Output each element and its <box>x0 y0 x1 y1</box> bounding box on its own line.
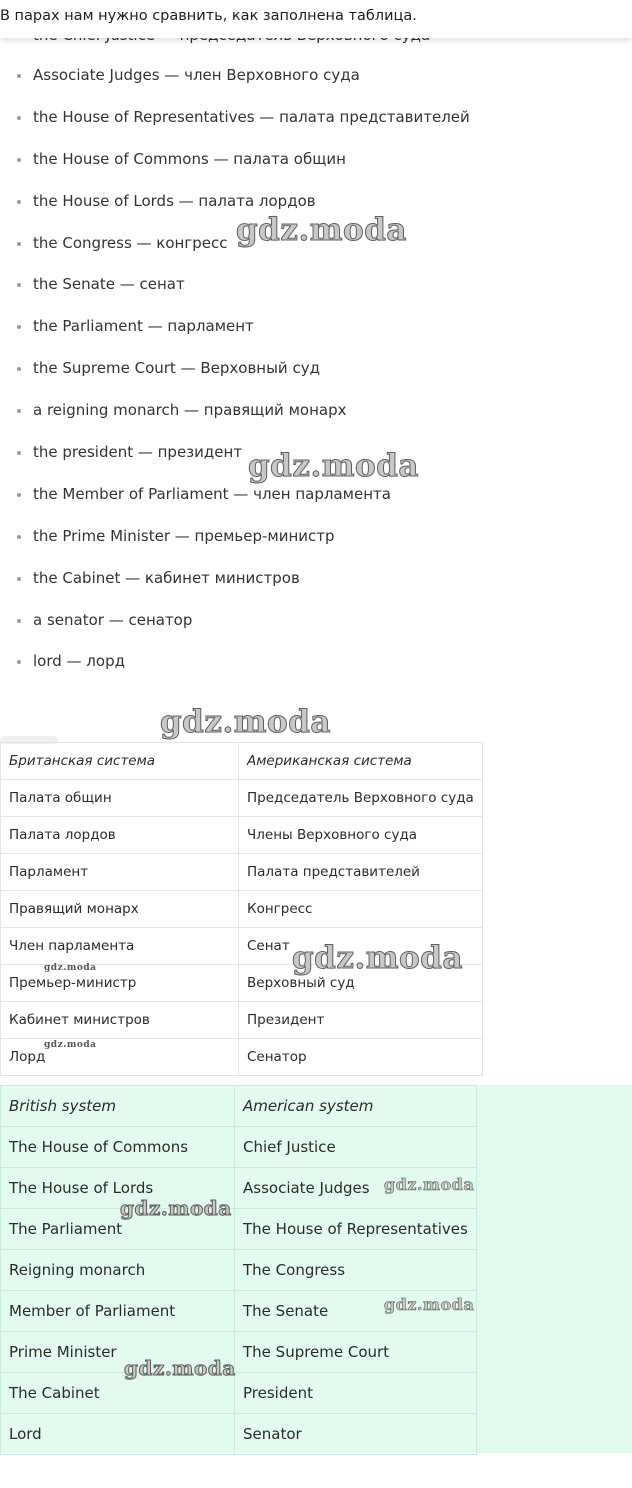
table-cell: Члены Верховного суда <box>239 817 483 854</box>
bullet-icon <box>17 619 21 623</box>
watermark: gdz.moda <box>248 448 419 484</box>
table-cell: Парламент <box>1 854 239 891</box>
table-russian <box>0 742 483 1076</box>
table-cell: Senator <box>235 1414 477 1455</box>
bullet-icon <box>17 451 21 455</box>
table-cell: Председатель Верховного суда <box>239 780 483 817</box>
watermark: gdz.moda <box>160 704 331 740</box>
table-header-row <box>1 743 483 780</box>
bullet-icon <box>17 242 21 246</box>
bullet-icon <box>17 493 21 497</box>
table-row <box>1 1209 477 1250</box>
list-item: the Parliament — парламент <box>0 305 632 347</box>
table-row <box>1 1168 477 1209</box>
table-row <box>1 891 483 928</box>
bullet-icon <box>17 409 21 413</box>
table-header-row <box>1 1086 477 1127</box>
list-item: the House of Representatives — палата представителей <box>0 96 632 138</box>
table-row <box>1 1332 477 1373</box>
table-cell: Сенатор <box>239 1039 483 1076</box>
table-cell: The Cabinet <box>1 1373 235 1414</box>
bullet-icon <box>17 660 21 664</box>
table-header-cell: Американская система <box>239 743 483 780</box>
table-cell: The Supreme Court <box>235 1332 477 1373</box>
list-item: the Prime Minister — премьер-министр <box>0 515 632 557</box>
table-cell: The House of Lords <box>1 1168 235 1209</box>
watermark: gdz.moda <box>44 963 97 973</box>
table-row <box>1 928 483 965</box>
table-header-cell: American system <box>235 1086 477 1127</box>
table-row <box>1 1002 483 1039</box>
top-bar <box>0 0 632 38</box>
table-row <box>1 1373 477 1414</box>
watermark: gdz.moda <box>44 1040 97 1050</box>
table-cell: Конгресс <box>239 891 483 928</box>
watermark: gdz.moda <box>124 1356 236 1380</box>
list-item: the Senate — сенат <box>0 263 632 305</box>
table-row <box>1 854 483 891</box>
table-cell: The Congress <box>235 1250 477 1291</box>
table-cell: Member of Parliament <box>1 1291 235 1332</box>
table-header-cell: Британская система <box>1 743 239 780</box>
table-row <box>1 1250 477 1291</box>
table-cell: Палата общин <box>1 780 239 817</box>
list-item: the Supreme Court — Верховный суд <box>0 347 632 389</box>
answer-table-panel <box>0 1085 632 1453</box>
table-english <box>0 1085 477 1455</box>
table-row <box>1 1039 483 1076</box>
table-header-cell: British system <box>1 1086 235 1127</box>
table-cell: Член парламента <box>1 928 239 965</box>
table-row <box>1 1414 477 1455</box>
table-cell: Associate Judges <box>235 1168 477 1209</box>
bullet-icon <box>17 325 21 329</box>
list-item: the House of Lords — палата лордов <box>0 180 632 222</box>
table-cell: Лорд <box>1 1039 239 1076</box>
table-row <box>1 965 483 1002</box>
table-cell: Палата представителей <box>239 854 483 891</box>
table-row <box>1 780 483 817</box>
table-cell: The Senate <box>235 1291 477 1332</box>
table-cell: The Parliament <box>1 1209 235 1250</box>
list-item: a reigning monarch — правящий монарх <box>0 389 632 431</box>
instruction-text: В парах нам нужно сравнить, как заполнена таблица. <box>0 8 417 24</box>
watermark: gdz.moda <box>292 940 463 976</box>
table-cell: Премьер-министр <box>1 965 239 1002</box>
bullet-icon <box>17 158 21 162</box>
table-cell: Сенат <box>239 928 483 965</box>
watermark: gdz.moda <box>236 212 407 248</box>
list-item: a senator — сенатор <box>0 599 632 641</box>
table-cell: Chief Justice <box>235 1127 477 1168</box>
list-item: the House of Commons — палата общин <box>0 138 632 180</box>
list-item: the Member of Parliament — член парламента <box>0 473 632 515</box>
table-row <box>1 1127 477 1168</box>
table-cell: Reigning monarch <box>1 1250 235 1291</box>
bullet-icon <box>17 577 21 581</box>
table-cell: Верховный суд <box>239 965 483 1002</box>
table-cell: Кабинет министров <box>1 1002 239 1039</box>
table-cell: Правящий монарх <box>1 891 239 928</box>
bullet-icon <box>17 200 21 204</box>
bullet-icon <box>17 283 21 287</box>
table-cell: Президент <box>239 1002 483 1039</box>
bullet-icon <box>17 116 21 120</box>
list-item: lord — лорд <box>0 640 632 682</box>
list-item: Associate Judges — член Верховного суда <box>0 54 632 96</box>
list-item: the president — президент <box>0 431 632 473</box>
table-cell: Lord <box>1 1414 235 1455</box>
bullet-icon <box>17 535 21 539</box>
watermark: gdz.moda <box>120 1196 232 1220</box>
table-cell: Палата лордов <box>1 817 239 854</box>
table-cell: Prime Minister <box>1 1332 235 1373</box>
list-item: the Cabinet — кабинет министров <box>0 557 632 599</box>
watermark: gdz.moda <box>384 1295 475 1314</box>
table-row <box>1 1291 477 1332</box>
bullet-icon <box>17 367 21 371</box>
table-cell: President <box>235 1373 477 1414</box>
table-row <box>1 817 483 854</box>
table-cell: The House of Commons <box>1 1127 235 1168</box>
list-item: the Congress — конгресс <box>0 222 632 264</box>
bullet-icon <box>17 74 21 78</box>
table-cell: The House of Representatives <box>235 1209 477 1250</box>
vocabulary-list <box>0 54 632 682</box>
watermark: gdz.moda <box>384 1175 475 1194</box>
